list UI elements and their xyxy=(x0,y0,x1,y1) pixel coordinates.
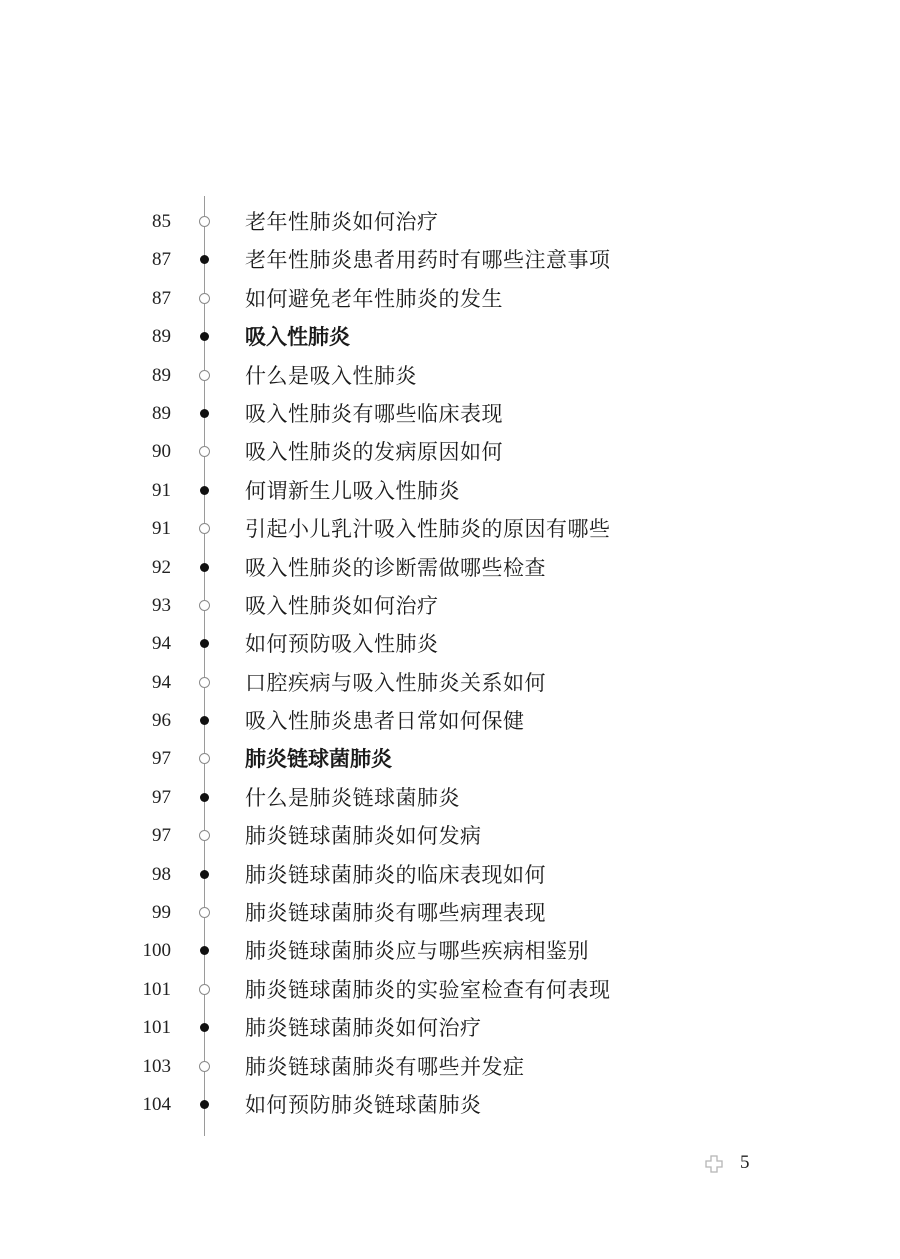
toc-section-heading: 吸入性肺炎 xyxy=(245,325,350,350)
toc-entry-title: 如何预防吸入性肺炎 xyxy=(245,632,439,657)
filled-dot-icon xyxy=(200,793,209,802)
toc-entry[interactable] xyxy=(0,279,900,317)
toc-entry[interactable] xyxy=(0,240,900,278)
hollow-dot-icon xyxy=(199,677,210,688)
toc-entry-title: 老年性肺炎患者用药时有哪些注意事项 xyxy=(245,248,611,273)
toc-entry-title: 如何预防肺炎链球菌肺炎 xyxy=(245,1092,482,1117)
toc-page-number: 89 xyxy=(152,326,171,348)
toc-entry-title: 引起小儿乳汁吸入性肺炎的原因有哪些 xyxy=(245,517,611,542)
toc-page-number: 97 xyxy=(152,748,171,770)
toc-page-number: 93 xyxy=(152,594,171,616)
toc-entry[interactable] xyxy=(0,663,900,701)
filled-dot-icon xyxy=(200,1023,209,1032)
cross-outline-icon xyxy=(705,1155,723,1173)
toc-entry[interactable] xyxy=(0,855,900,893)
filled-dot-icon xyxy=(200,332,209,341)
filled-dot-icon xyxy=(200,1100,209,1109)
toc-entry[interactable] xyxy=(0,778,900,816)
toc-page-number: 97 xyxy=(152,825,171,847)
toc-entry[interactable] xyxy=(0,970,900,1008)
toc-page-number: 94 xyxy=(152,633,171,655)
toc-page-number: 101 xyxy=(142,1017,171,1039)
toc-page-number: 87 xyxy=(152,287,171,309)
toc-entry-title: 肺炎链球菌肺炎应与哪些疾病相鉴别 xyxy=(245,939,589,964)
filled-dot-icon xyxy=(200,563,209,572)
toc-entry-title: 吸入性肺炎如何治疗 xyxy=(245,593,439,618)
hollow-dot-icon xyxy=(199,216,210,227)
toc-page-number: 91 xyxy=(152,479,171,501)
toc-entry-title: 何谓新生儿吸入性肺炎 xyxy=(245,478,460,503)
toc-page-number: 98 xyxy=(152,863,171,885)
hollow-dot-icon xyxy=(199,907,210,918)
filled-dot-icon xyxy=(200,409,209,418)
toc-entry-title: 肺炎链球菌肺炎有哪些病理表现 xyxy=(245,901,546,926)
hollow-dot-icon xyxy=(199,293,210,304)
toc-page-number: 91 xyxy=(152,518,171,540)
toc-entry[interactable] xyxy=(0,586,900,624)
toc-entry[interactable] xyxy=(0,471,900,509)
filled-dot-icon xyxy=(200,716,209,725)
toc-page-number: 100 xyxy=(142,940,171,962)
toc-page-number: 89 xyxy=(152,402,171,424)
hollow-dot-icon xyxy=(199,446,210,457)
toc-page-number: 99 xyxy=(152,902,171,924)
page-number: 5 xyxy=(740,1152,750,1173)
filled-dot-icon xyxy=(200,639,209,648)
toc-page-number: 94 xyxy=(152,671,171,693)
toc-entry-title: 什么是吸入性肺炎 xyxy=(245,363,417,388)
toc-entry-title: 吸入性肺炎的发病原因如何 xyxy=(245,440,503,465)
toc-entry[interactable] xyxy=(0,893,900,931)
toc-page-number: 85 xyxy=(152,211,171,232)
toc-entry[interactable] xyxy=(0,739,900,777)
toc-page-number: 90 xyxy=(152,441,171,463)
filled-dot-icon xyxy=(200,870,209,879)
toc-entry[interactable] xyxy=(0,624,900,662)
toc-entry-title: 肺炎链球菌肺炎如何发病 xyxy=(245,824,482,849)
filled-dot-icon xyxy=(200,486,209,495)
toc-entry-title: 老年性肺炎如何治疗 xyxy=(245,210,439,234)
filled-dot-icon xyxy=(200,946,209,955)
toc-entry[interactable] xyxy=(0,509,900,547)
toc-entry-title: 口腔疾病与吸入性肺炎关系如何 xyxy=(245,670,546,695)
hollow-dot-icon xyxy=(199,830,210,841)
toc-entry-title: 如何避免老年性肺炎的发生 xyxy=(245,286,503,311)
toc-entry[interactable] xyxy=(0,202,900,240)
toc-entry-title: 吸入性肺炎患者日常如何保健 xyxy=(245,709,525,734)
toc-entry[interactable] xyxy=(0,317,900,355)
toc-entry-title: 肺炎链球菌肺炎的实验室检查有何表现 xyxy=(245,977,611,1002)
hollow-dot-icon xyxy=(199,600,210,611)
toc-entry[interactable] xyxy=(0,548,900,586)
hollow-dot-icon xyxy=(199,523,210,534)
toc-entry[interactable] xyxy=(0,931,900,969)
toc-page-number: 97 xyxy=(152,786,171,808)
toc-entry[interactable] xyxy=(0,432,900,470)
toc-entry[interactable] xyxy=(0,1085,900,1123)
toc-entry[interactable] xyxy=(0,394,900,432)
toc-page-number: 87 xyxy=(152,249,171,271)
toc-entry-title: 肺炎链球菌肺炎的临床表现如何 xyxy=(245,862,546,887)
toc-entry-title: 吸入性肺炎的诊断需做哪些检查 xyxy=(245,555,546,580)
toc-section-heading: 肺炎链球菌肺炎 xyxy=(245,747,392,772)
toc-entry-title: 什么是肺炎链球菌肺炎 xyxy=(245,785,460,810)
toc-page-number: 101 xyxy=(142,978,171,1000)
toc-entry[interactable] xyxy=(0,1008,900,1046)
toc-page-number: 89 xyxy=(152,364,171,386)
toc-entry[interactable] xyxy=(0,1047,900,1085)
toc-page-number: 96 xyxy=(152,710,171,732)
toc-entry-title: 吸入性肺炎有哪些临床表现 xyxy=(245,401,503,426)
hollow-dot-icon xyxy=(199,370,210,381)
toc-page-number: 92 xyxy=(152,556,171,578)
filled-dot-icon xyxy=(200,255,209,264)
hollow-dot-icon xyxy=(199,753,210,764)
toc-entry-title: 肺炎链球菌肺炎如何治疗 xyxy=(245,1016,482,1041)
table-of-contents xyxy=(0,202,900,1123)
hollow-dot-icon xyxy=(199,1061,210,1072)
toc-entry[interactable] xyxy=(0,701,900,739)
hollow-dot-icon xyxy=(199,984,210,995)
toc-entry[interactable] xyxy=(0,356,900,394)
toc-entry-title: 肺炎链球菌肺炎有哪些并发症 xyxy=(245,1054,525,1079)
toc-entry[interactable] xyxy=(0,816,900,854)
toc-page-number: 103 xyxy=(142,1055,171,1077)
toc-page-number: 104 xyxy=(142,1093,171,1115)
